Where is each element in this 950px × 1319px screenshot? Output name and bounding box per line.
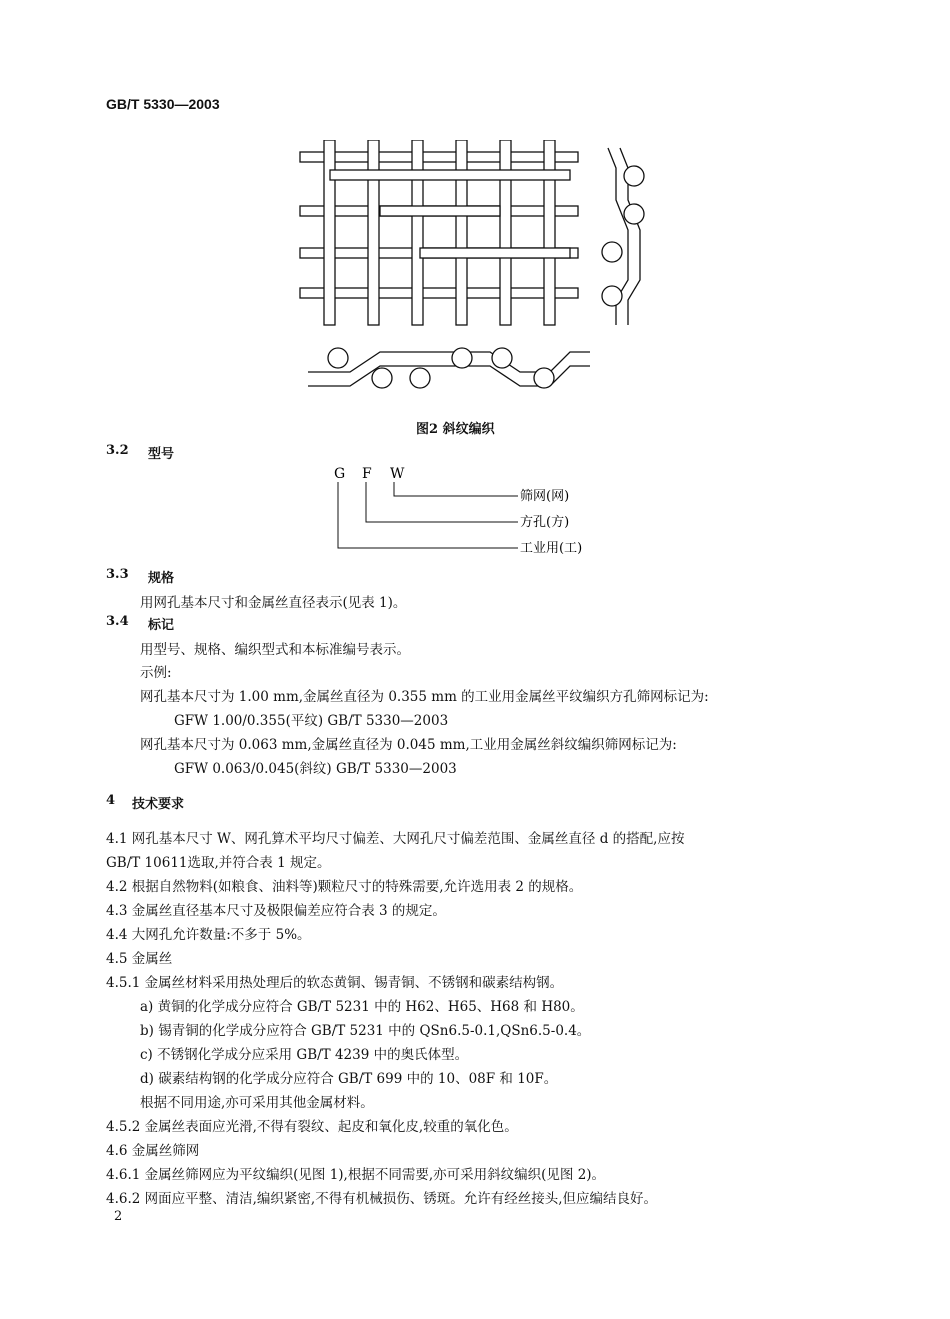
para-4-5-2: 4.5.2 金属丝表面应光滑,不得有裂纹、起皮和氧化皮,较重的氧化色。 bbox=[106, 1119, 518, 1135]
code-letter-w: W bbox=[390, 466, 405, 482]
para-4-5: 4.5 金属丝 bbox=[106, 951, 173, 967]
section-3-3-text: 用网孔基本尺寸和金属丝直径表示(见表 1)。 bbox=[140, 595, 407, 611]
para-4-2: 4.2 根据自然物料(如粮食、油料等)颗粒尺寸的特殊需要,允许选用表 2 的规格。 bbox=[106, 879, 583, 895]
example-2-mark: GFW 0.063/0.045(斜纹) GB/T 5330—2003 bbox=[174, 761, 457, 777]
section-3-3-title: 规格 bbox=[148, 571, 175, 586]
para-4-5-1: 4.5.1 金属丝材料采用热处理后的软态黄铜、锡青铜、不锈钢和碳素结构钢。 bbox=[106, 975, 564, 991]
item-a: a) 黄铜的化学成分应符合 GB/T 5231 中的 H62、H65、H68 和 H80。 bbox=[140, 999, 584, 1015]
example-1-text: 网孔基本尺寸为 1.00 mm,金属丝直径为 0.355 mm 的工业用金属丝平纹编织方孔筛网标记为: bbox=[140, 689, 709, 705]
item-d: d) 碳素结构钢的化学成分应符合 GB/T 699 中的 10、08F 和 10F。 bbox=[140, 1071, 558, 1087]
model-code-diagram bbox=[330, 462, 630, 562]
para-4-3: 4.3 金属丝直径基本尺寸及极限偏差应符合表 3 的规定。 bbox=[106, 903, 446, 919]
section-4-number: 4 bbox=[106, 793, 116, 808]
code-label-industrial: 工业用(工) bbox=[520, 541, 583, 556]
para-4-6-1: 4.6.1 金属丝筛网应为平纹编织(见图 1),根据不同需要,亦可采用斜纹编织(见图 2)。 bbox=[106, 1167, 606, 1183]
standard-header: GB/T 5330—2003 bbox=[106, 96, 220, 112]
section-3-2-title: 型号 bbox=[148, 447, 175, 462]
section-3-4-text: 用型号、规格、编织型式和本标准编号表示。 bbox=[140, 642, 410, 658]
section-3-2-number: 3.2 bbox=[106, 443, 129, 458]
para-4-6: 4.6 金属丝筛网 bbox=[106, 1143, 200, 1159]
figure-caption: 图2 斜纹编织 bbox=[416, 422, 495, 437]
section-4-title: 技术要求 bbox=[132, 797, 185, 812]
para-4-6-2: 4.6.2 网面应平整、清洁,编织紧密,不得有机械损伤、锈斑。允许有经丝接头,但应编结良好。 bbox=[106, 1191, 658, 1207]
code-letter-g: G bbox=[334, 466, 346, 482]
item-c: c) 不锈钢化学成分应采用 GB/T 4239 中的奥氏体型。 bbox=[140, 1047, 469, 1063]
para-other-materials: 根据不同用途,亦可采用其他金属材料。 bbox=[140, 1095, 374, 1111]
example-2-text: 网孔基本尺寸为 0.063 mm,金属丝直径为 0.045 mm,工业用金属丝斜纹编织筛网标记为: bbox=[140, 737, 677, 753]
example-label: 示例: bbox=[140, 665, 172, 681]
section-3-4-number: 3.4 bbox=[106, 614, 129, 629]
section-3-3-number: 3.3 bbox=[106, 567, 129, 582]
example-1-mark: GFW 1.00/0.355(平纹) GB/T 5330—2003 bbox=[174, 713, 449, 729]
para-4-4: 4.4 大网孔允许数量:不多于 5%。 bbox=[106, 927, 311, 943]
page-number: 2 bbox=[114, 1209, 123, 1224]
item-b: b) 锡青铜的化学成分应符合 GB/T 5231 中的 QSn6.5-0.1,QSn6.5-0.4。 bbox=[140, 1023, 591, 1039]
section-3-4-title: 标记 bbox=[148, 618, 175, 633]
code-label-square: 方孔(方) bbox=[520, 515, 570, 530]
twill-weave-figure bbox=[290, 140, 670, 410]
para-4-1-line1: 4.1 网孔基本尺寸 W、网孔算术平均尺寸偏差、大网孔尺寸偏差范围、金属丝直径 d 的搭配,应按 bbox=[106, 831, 685, 847]
code-label-sieve: 筛网(网) bbox=[520, 489, 570, 504]
para-4-1-line2: GB/T 10611选取,并符合表 1 规定。 bbox=[106, 855, 331, 871]
code-letter-f: F bbox=[362, 466, 372, 482]
